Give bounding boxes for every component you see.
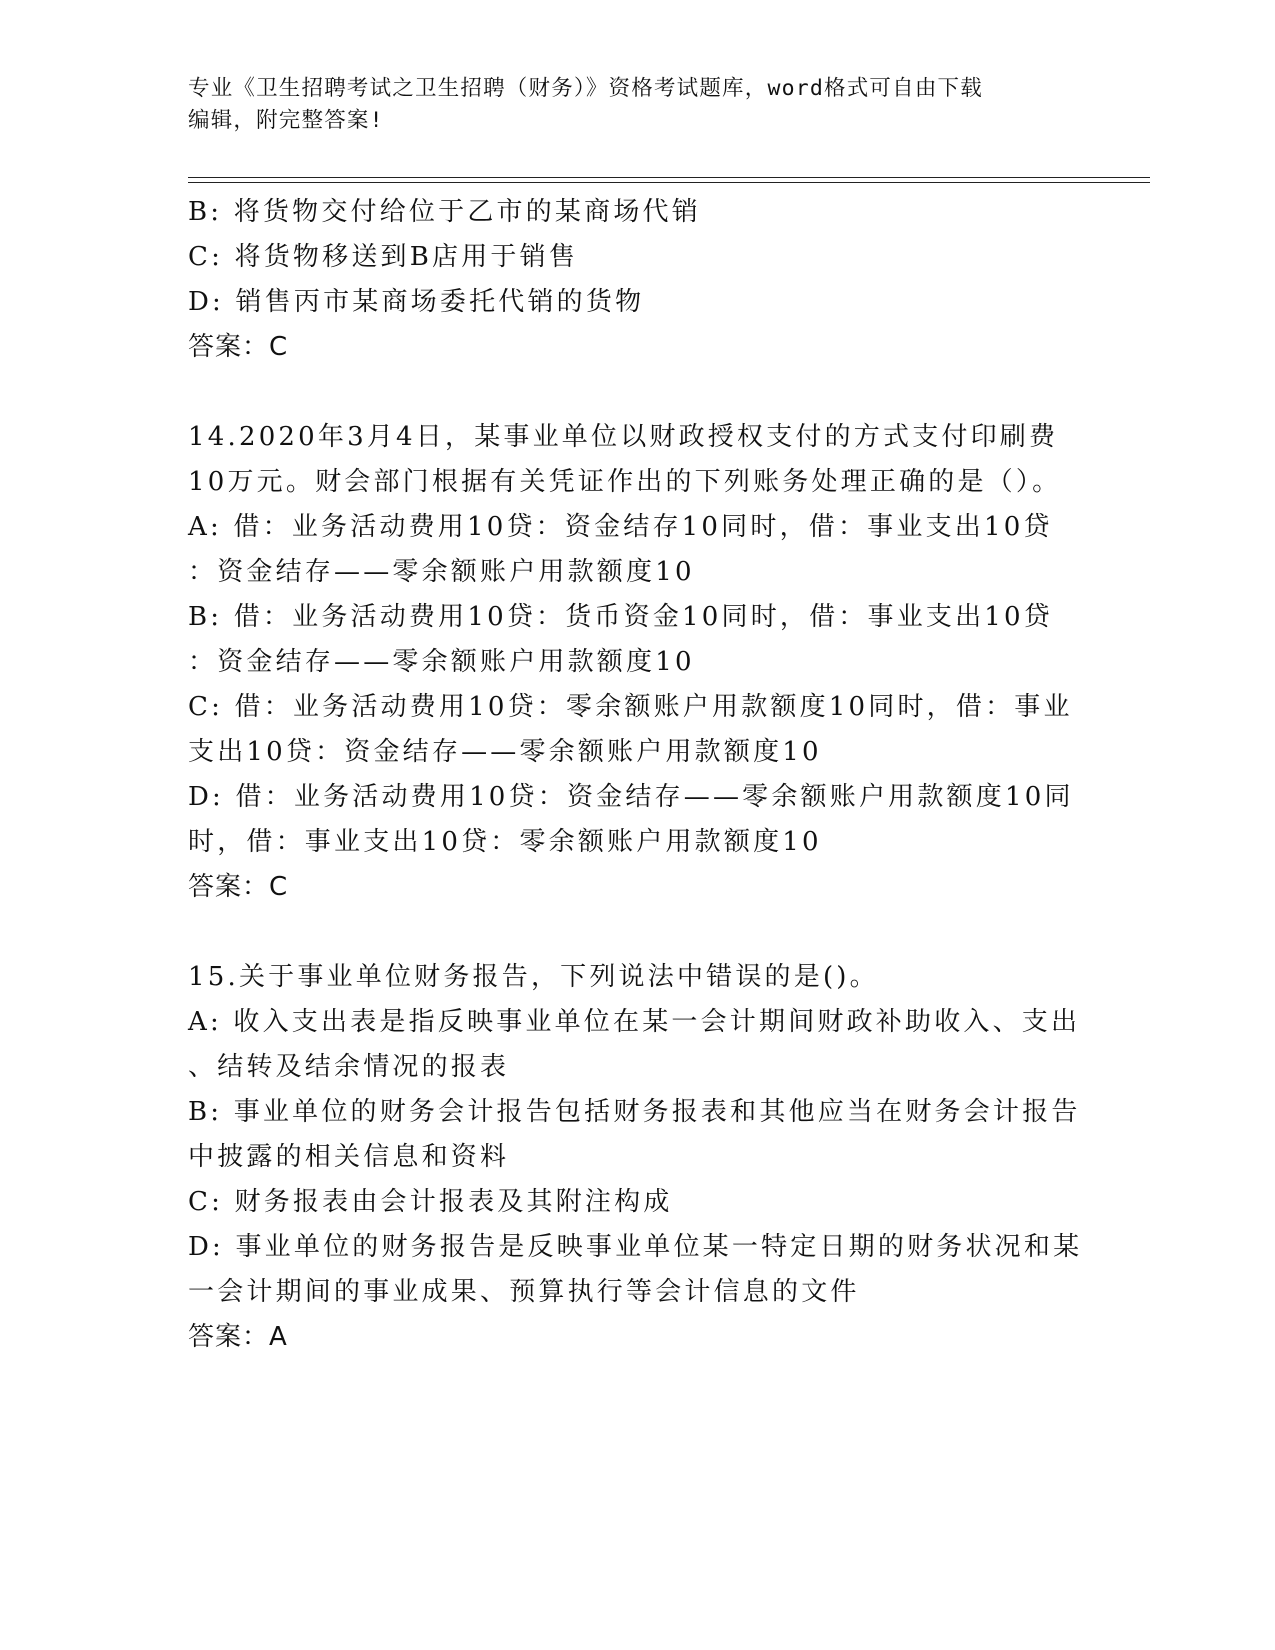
q13-answer: 答案：C	[188, 332, 289, 362]
q15-option-b-line-2: 中披露的相关信息和资料	[188, 1142, 510, 1172]
question-15-block	[188, 955, 1083, 1360]
spacer	[188, 910, 1078, 955]
document-header	[188, 73, 1078, 137]
q15-stem: 15.关于事业单位财务报告，下列说法中错误的是()。	[188, 962, 879, 992]
header-divider-top	[188, 177, 1150, 178]
q15-option-b-line-1: B: 事业单位的财务会计报告包括财务报表和其他应当在财务会计报告	[188, 1097, 1081, 1127]
q14-option-a-line-2: ：资金结存——零余额账户用款额度10	[188, 557, 695, 587]
q15-answer: 答案：A	[188, 1322, 288, 1352]
document-body	[188, 190, 1083, 1360]
q13-option-b: B: 将货物交付给位于乙市的某商场代销	[188, 197, 701, 227]
q14-option-d-line-2: 时，借：事业支出10贷：零余额账户用款额度10	[188, 827, 822, 857]
header-line-2: 编辑，附完整答案!	[188, 108, 384, 133]
q14-stem-line-2: 10万元。财会部门根据有关凭证作出的下列账务处理正确的是（）。	[188, 467, 1062, 497]
question-13-block	[188, 190, 1078, 370]
q13-option-c: C: 将货物移送到B店用于销售	[188, 242, 579, 272]
q15-option-c: C: 财务报表由会计报表及其附注构成	[188, 1187, 673, 1217]
q15-option-a-line-2: 、结转及结余情况的报表	[188, 1052, 510, 1082]
spacer	[188, 370, 1078, 415]
q15-option-a-line-1: A: 收入支出表是指反映事业单位在某一会计期间财政补助收入、支出	[188, 1007, 1081, 1037]
q13-option-d: D: 销售丙市某商场委托代销的货物	[188, 287, 645, 317]
header-line-1: 专业《卫生招聘考试之卫生招聘（财务）》资格考试题库，word格式可自由下载	[188, 76, 983, 101]
q15-option-d-line-1: D: 事业单位的财务报告是反映事业单位某一特定日期的财务状况和某	[188, 1232, 1083, 1262]
q14-option-c-line-2: 支出10贷：资金结存——零余额账户用款额度10	[188, 737, 822, 767]
q15-option-d-line-2: 一会计期间的事业成果、预算执行等会计信息的文件	[188, 1277, 860, 1307]
header-divider-bottom	[188, 182, 1150, 183]
q14-option-b-line-2: ：资金结存——零余额账户用款额度10	[188, 647, 695, 677]
q14-answer: 答案：C	[188, 872, 289, 902]
q14-stem-line-1: 14.2020年3月4日，某事业单位以财政授权支付的方式支付印刷费	[188, 422, 1059, 452]
q14-option-a-line-1: A: 借：业务活动费用10贷：资金结存10同时，借：事业支出10贷	[188, 512, 1053, 542]
q14-option-c-line-1: C: 借：业务活动费用10贷：零余额账户用款额度10同时，借：事业	[188, 692, 1073, 722]
question-14-block	[188, 415, 1078, 910]
q14-option-b-line-1: B: 借：业务活动费用10贷：货币资金10同时，借：事业支出10贷	[188, 602, 1053, 632]
q14-option-d-line-1: D: 借：业务活动费用10贷：资金结存——零余额账户用款额度10同	[188, 782, 1074, 812]
